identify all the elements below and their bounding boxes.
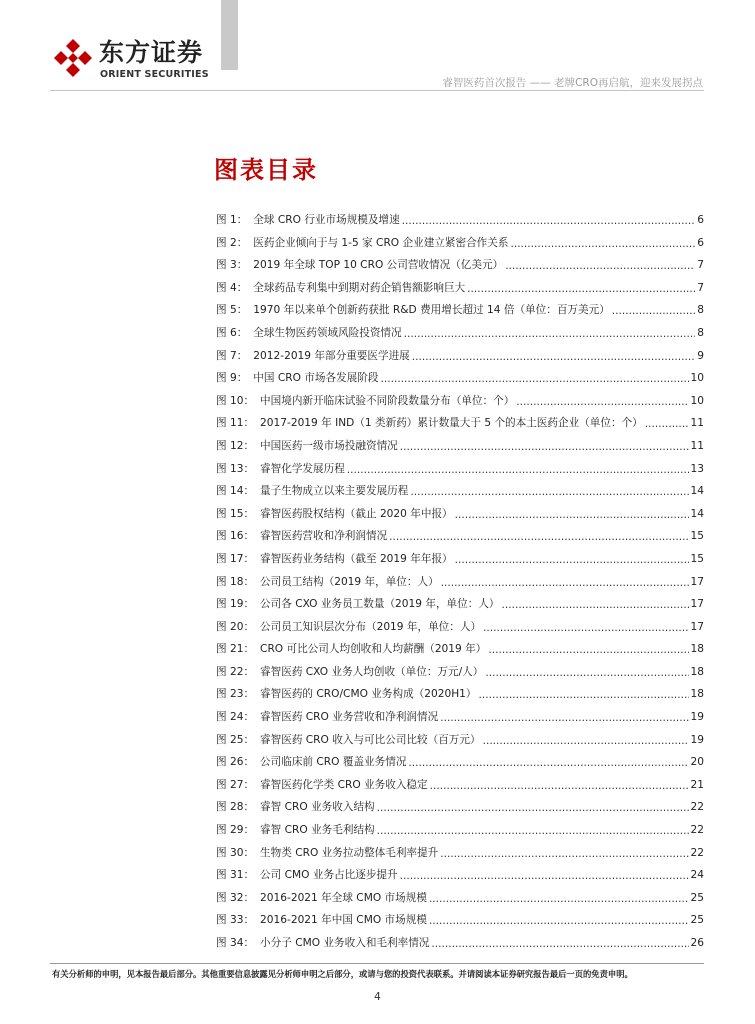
toc-item-title: 全球 CRO 行业市场规模及增速: [253, 214, 400, 226]
toc-item-page: 11: [690, 439, 704, 452]
header-grey-band: [221, 0, 238, 70]
toc-item[interactable]: [216, 348, 704, 371]
toc-item-leader: [510, 238, 695, 250]
toc-item[interactable]: [216, 686, 704, 709]
toc-item[interactable]: [216, 302, 704, 325]
toc-item-label: 图 11：: [216, 417, 255, 430]
toc-item-title: 睿智医药 CRO 业务营收和净利润情况: [260, 711, 439, 724]
toc-item-title: 睿智医药营收和净利润情况: [260, 530, 388, 543]
toc-item-page: 14: [690, 485, 704, 498]
toc-item-title: 公司员工结构（2019 年，单位：人）: [260, 575, 439, 588]
toc-item-leader: [404, 328, 696, 340]
toc-item-title: 睿智医药股权结构（截止 2020 年中报）: [260, 507, 453, 520]
toc-item-title: 公司 CMO 业务占比逐步提升: [260, 869, 398, 882]
toc-item-label: 图 20：: [216, 620, 255, 633]
toc-item-label: 图 1：: [216, 214, 248, 226]
toc-item-leader: [410, 486, 688, 498]
toc-item-leader: [408, 757, 688, 769]
toc-item-label: 图 17：: [216, 552, 255, 565]
toc-item-page: 10: [690, 372, 704, 385]
toc-item-title: 中国境内新开临床试验不同阶段数量分布（单位：个）: [260, 394, 515, 407]
footer-disclaimer: 有关分析师的申明，见本报告最后部分。其他重要信息披露见分析师申明之后部分，或请与您的投资代表联系。并请阅读本证券研究报告最后一页的免责申明。: [52, 969, 633, 979]
toc-item-leader: [483, 735, 689, 747]
running-title: 睿智医药首次报告 —— 老牌CRO再启航，迎来发展拐点: [442, 77, 703, 89]
toc-item-title: 睿智 CRO 业务收入结构: [260, 801, 375, 814]
toc-item[interactable]: [216, 551, 704, 574]
toc-item-leader: [505, 260, 695, 272]
toc-item-label: 图 10：: [216, 394, 255, 407]
toc-item-title: 2017-2019 年 IND（1 类新药）累计数量大于 5 个的本土医药企业（单位：个）: [260, 417, 643, 430]
toc-item[interactable]: [216, 709, 704, 732]
toc-item-label: 图 9：: [216, 372, 248, 385]
toc-item[interactable]: [216, 822, 704, 845]
toc-item[interactable]: [216, 506, 704, 529]
toc-item-title: 量子生物成立以来主要发展历程: [260, 485, 409, 498]
toc-item-leader: [612, 305, 695, 317]
toc-item-page: 13: [690, 462, 704, 475]
toc-item-title: 睿智医药业务结构（截至 2019 年年报）: [260, 552, 453, 565]
toc-item-title: 睿智化学发展历程: [260, 462, 345, 475]
toc-item-page: 19: [690, 711, 704, 724]
toc-item[interactable]: [216, 890, 704, 913]
brand-name-cn: 东方证券: [99, 38, 204, 67]
toc-item-title: 中国医药一级市场投融资情况: [260, 439, 398, 452]
toc-item-leader: [412, 351, 695, 363]
toc-item-label: 图 24：: [216, 711, 255, 724]
toc-item[interactable]: [216, 325, 704, 348]
toc-item-page: 18: [690, 688, 704, 701]
toc-item-title: 睿智 CRO 业务毛利结构: [260, 824, 375, 837]
toc-item-leader: [377, 825, 689, 837]
toc-item[interactable]: [216, 754, 704, 777]
toc-item-label: 图 21：: [216, 643, 255, 656]
toc-item-page: 15: [690, 530, 704, 543]
toc-item[interactable]: [216, 799, 704, 822]
toc-item-leader: [467, 283, 695, 295]
toc-item-label: 图 31：: [216, 869, 255, 882]
toc-item-label: 图 23：: [216, 688, 255, 701]
toc-item-title: 医药企业倾向于与 1-5 家 CRO 企业建立紧密合作关系: [253, 236, 509, 249]
toc-item[interactable]: [216, 483, 704, 506]
toc-item-leader: [502, 599, 689, 611]
toc-item-label: 图 27：: [216, 778, 255, 791]
toc-item-page: 6: [697, 214, 704, 226]
toc-item-page: 11: [690, 417, 704, 430]
toc-item[interactable]: [216, 257, 704, 280]
figure-table-of-contents: [216, 212, 704, 958]
toc-item-page: 26: [690, 937, 704, 949]
toc-item-page: 20: [690, 756, 704, 769]
toc-item[interactable]: [216, 438, 704, 461]
toc-item-label: 图 28：: [216, 801, 255, 814]
toc-item[interactable]: [216, 415, 704, 438]
toc-item-title: 2016-2021 年全球 CMO 市场规模: [260, 891, 427, 904]
header-divider: [50, 90, 704, 91]
toc-item-leader: [377, 802, 689, 814]
toc-item-page: 25: [690, 891, 704, 904]
toc-item[interactable]: [216, 935, 704, 958]
toc-item[interactable]: [216, 235, 704, 258]
toc-item-page: 24: [690, 869, 704, 882]
toc-item-label: 图 19：: [216, 598, 255, 611]
toc-item-leader: [455, 509, 689, 521]
toc-item-page: 8: [697, 304, 704, 317]
toc-item-title: 公司各 CXO 业务员工数量（2019 年，单位：人）: [260, 598, 500, 611]
toc-item-title: 2016-2021 年中国 CMO 市场规模: [260, 914, 427, 927]
toc-item-title: 1970 年以来单个创新药获批 R&D 费用增长超过 14 倍（单位：百万美元）: [253, 304, 610, 317]
toc-item-leader: [645, 418, 689, 430]
toc-item[interactable]: [216, 280, 704, 303]
toc-item-page: 15: [690, 552, 704, 565]
toc-item-label: 图 14：: [216, 485, 255, 498]
toc-item[interactable]: [216, 393, 704, 416]
toc-item-leader: [389, 531, 688, 543]
toc-item-label: 图 34：: [216, 937, 255, 949]
toc-item-label: 图 22：: [216, 665, 255, 678]
toc-item-label: 图 12：: [216, 439, 255, 452]
toc-item[interactable]: [216, 370, 704, 393]
toc-item-page: 10: [690, 394, 704, 407]
toc-item-leader: [402, 215, 696, 227]
toc-item-page: 17: [690, 620, 704, 633]
toc-item-title: 全球生物医药领域风险投资情况: [253, 326, 402, 339]
toc-item-label: 图 29：: [216, 824, 255, 837]
toc-item-title: 公司临床前 CRO 覆盖业务情况: [260, 756, 407, 769]
toc-item-title: 中国 CRO 市场各发展阶段: [253, 372, 379, 385]
toc-item-title: 2019 年全球 TOP 10 CRO 公司营收情况（亿美元）: [253, 259, 504, 272]
toc-item-page: 22: [690, 824, 704, 837]
toc-item[interactable]: [216, 619, 704, 642]
brand-logo: [53, 38, 223, 88]
toc-item-title: 公司员工知识层次分布（2019 年，单位：人）: [260, 620, 482, 633]
toc-item[interactable]: [216, 596, 704, 619]
toc-item-leader: [429, 893, 689, 905]
toc-item-label: 图 2：: [216, 236, 248, 249]
toc-item-label: 图 15：: [216, 507, 255, 520]
toc-item-leader: [485, 667, 688, 679]
toc-item-title: 小分子 CMO 业务收入和毛利率情况: [260, 937, 430, 949]
toc-item-title: 生物类 CRO 业务拉动整体毛利率提升: [260, 846, 439, 859]
toc-item-title: 睿智医药化学类 CRO 业务收入稳定: [260, 778, 428, 791]
toc-item-label: 图 5：: [216, 304, 248, 317]
toc-item-label: 图 7：: [216, 349, 248, 362]
toc-item-title: 2012-2019 年部分重要医学进展: [253, 349, 410, 362]
toc-item-leader: [400, 441, 689, 453]
toc-item-leader: [483, 622, 688, 634]
toc-item-label: 图 13：: [216, 462, 255, 475]
toc-item-page: 19: [690, 733, 704, 746]
toc-item-leader: [347, 464, 689, 476]
toc-item-leader: [441, 577, 689, 589]
toc-item[interactable]: [216, 912, 704, 935]
toc-item-label: 图 26：: [216, 756, 255, 769]
toc-item-title: 睿智医药 CXO 业务人均创收（单位：万元/人）: [260, 665, 484, 678]
toc-item-page: 18: [690, 665, 704, 678]
toc-item-page: 8: [697, 326, 704, 339]
toc-item[interactable]: [216, 732, 704, 755]
toc-item-leader: [429, 915, 689, 927]
toc-item-leader: [380, 373, 688, 385]
toc-item-label: 图 32：: [216, 891, 255, 904]
toc-item-label: 图 16：: [216, 530, 255, 543]
toc-item[interactable]: [216, 664, 704, 687]
toc-item-page: 25: [690, 914, 704, 927]
toc-item-page: 18: [690, 643, 704, 656]
page-number: 4: [374, 991, 381, 1003]
footer-divider: [50, 963, 704, 964]
toc-item-page: 22: [690, 801, 704, 814]
toc-heading: 图表目录: [214, 156, 318, 184]
toc-item-page: 14: [690, 507, 704, 520]
toc-item[interactable]: [216, 845, 704, 868]
toc-item-leader: [488, 644, 688, 656]
toc-item-page: 6: [697, 236, 704, 249]
toc-item-title: 睿智医药 CRO 收入与可比公司比较（百万元）: [260, 733, 481, 746]
toc-item-page: 22: [690, 846, 704, 859]
toc-item-leader: [455, 554, 689, 566]
toc-item-page: 21: [690, 778, 704, 791]
toc-item-label: 图 33：: [216, 914, 255, 927]
toc-item-leader: [400, 870, 689, 882]
toc-item-title: CRO 可比公司人均创收和人均薪酬（2019 年）: [260, 643, 487, 656]
toc-item[interactable]: [216, 641, 704, 664]
toc-item[interactable]: [216, 528, 704, 551]
toc-item-label: 图 3：: [216, 259, 248, 272]
toc-item-page: 9: [697, 349, 704, 362]
toc-item-label: 图 6：: [216, 326, 248, 339]
toc-item[interactable]: [216, 777, 704, 800]
toc-item-page: 17: [690, 598, 704, 611]
toc-item-page: 17: [690, 575, 704, 588]
toc-item[interactable]: [216, 461, 704, 484]
toc-item-leader: [431, 938, 688, 950]
toc-item-leader: [516, 396, 688, 408]
toc-item-label: 图 30：: [216, 846, 255, 859]
toc-item-page: 7: [697, 259, 704, 272]
toc-item[interactable]: [216, 574, 704, 597]
orient-securities-logo-icon: [53, 38, 93, 78]
toc-item-label: 图 4：: [216, 281, 248, 294]
toc-item-leader: [440, 712, 688, 724]
toc-item-title: 睿智医药的 CRO/CMO 业务构成（2020H1）: [260, 688, 477, 701]
toc-item-title: 全球药品专利集中到期对药企销售额影响巨大: [253, 281, 466, 294]
toc-item-leader: [479, 689, 689, 701]
toc-item[interactable]: [216, 867, 704, 890]
toc-item-label: 图 18：: [216, 575, 255, 588]
toc-item[interactable]: [216, 212, 704, 235]
toc-item-leader: [430, 780, 689, 792]
toc-item-leader: [440, 848, 688, 860]
toc-item-label: 图 25：: [216, 733, 255, 746]
toc-item-page: 7: [697, 281, 704, 294]
brand-name-en: ORIENT SECURITIES: [100, 69, 209, 80]
